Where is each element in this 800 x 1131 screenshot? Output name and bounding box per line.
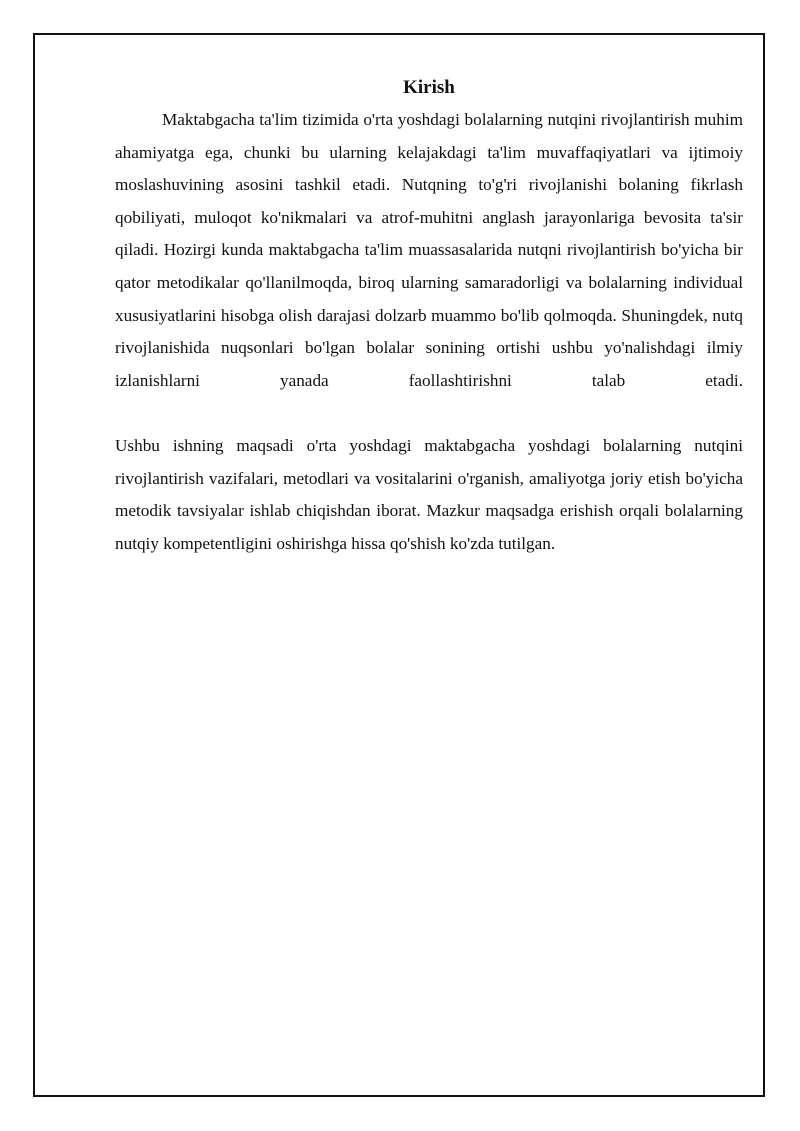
paragraph-introduction: Maktabgacha ta'lim tizimida o'rta yoshdagi bolalarning nutqini rivojlantirish muhim ahamiyatga ega, chunki bu ularning kelajakdagi ta'lim muvaffaqiyatlari va ijtimoiy moslashuvining asosini tashkil etadi. Nutqning to'g'ri rivojlanishi bolaning fikrlash qobiliyati, muloqot ko'nikmalari va atrof-muhitni anglash jarayonlariga bevosita ta'sir qiladi. Hozirgi kunda maktabgacha ta'lim muassasalarida nutqni rivojlantirish bo'yicha bir qator metodikalar qo'llanilmoqda, biroq ularning samaradorligi va bolalarning individual xususiyatlarini hisobga olish darajasi dolzarb muammo bo'lib qolmoqda. Shuningdek, nutq rivojlanishida nuqsonlari bo'lgan bolalar sonining ortishi ushbu yo'nalishdagi ilmiy izlanishlarni yanada faollashtirishni talab etadi. xyxy=(115,110,743,390)
document-title: Kirish xyxy=(403,77,455,98)
paragraph-goal: Ushbu ishning maqsadi o'rta yoshdagi maktabgacha yoshdagi bolalarning nutqini rivojlantirish vazifalari, metodlari va vositalarini o'rganish, amaliyotga joriy etish bo'yicha metodik tavsiyalar ishlab chiqishdan iborat. Mazkur maqsadga erishish orqali bolalarning nutqiy kompetentligini oshirishga hissa qo'shish ko'zda tutilgan. xyxy=(115,435,743,553)
document-body xyxy=(115,76,743,560)
